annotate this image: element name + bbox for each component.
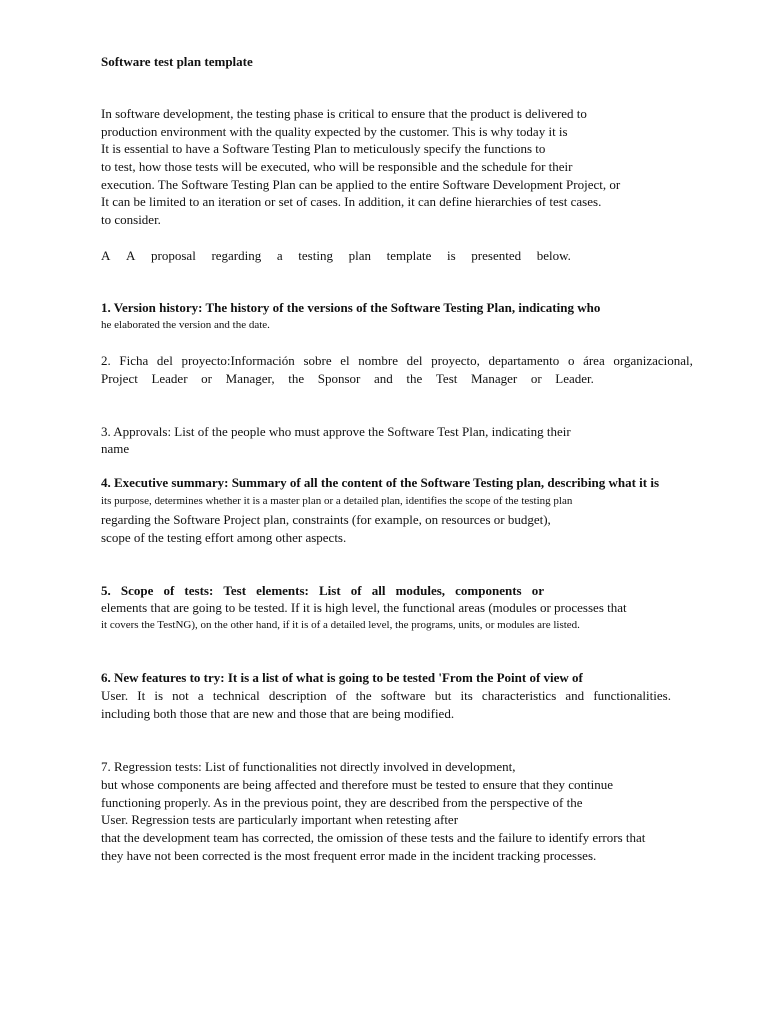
section-4-text: scope of the testing effort among other aspects.	[101, 530, 347, 545]
section-5-text: it covers the TestNG), on the other hand, if it is of a detailed level, the programs, units, or modules are listed.	[101, 619, 580, 631]
word: del	[406, 353, 423, 368]
section-2-line	[101, 352, 693, 369]
word: template	[386, 248, 432, 263]
word: the	[355, 688, 372, 703]
intro-line: to test, how those tests will be executed, who will be responsible and the schedule for their	[101, 159, 573, 174]
word: 5.	[101, 583, 111, 598]
word: Manager,	[225, 371, 275, 386]
word: regarding	[211, 248, 262, 263]
section-2-line	[101, 370, 594, 387]
word: its	[460, 688, 473, 703]
word: organizacional,	[613, 353, 693, 368]
word: Project	[101, 371, 138, 386]
intro-line: It is essential to have a Software Testing Plan to meticulously specify the functions to	[101, 141, 546, 156]
word: a	[276, 248, 283, 263]
section-7-line: functioning properly. As in the previous point, they are described from the perspective of the	[101, 795, 583, 810]
word: área	[583, 353, 605, 368]
section-7-line: they have not been corrected is the most frequent error made in the incident tracking processes.	[101, 848, 597, 863]
word: presented	[471, 248, 522, 263]
word: software	[380, 688, 426, 703]
word: User.	[101, 688, 129, 703]
word: nombre	[358, 353, 398, 368]
word: of	[335, 688, 347, 703]
word: It	[137, 688, 146, 703]
word: A	[101, 248, 111, 263]
word: and	[373, 371, 393, 386]
word: description	[268, 688, 327, 703]
word: or	[201, 371, 213, 386]
word: and	[565, 688, 585, 703]
section-5-text: elements that are going to be tested. If it is high level, the functional areas (modules or processes that	[101, 600, 627, 615]
word: plan	[348, 248, 371, 263]
word: not	[172, 688, 189, 703]
word: del	[156, 353, 173, 368]
word: Ficha	[119, 353, 149, 368]
section-3-line: 3. Approvals: List of the people who must approve the Software Test Plan, indicating their	[101, 424, 571, 439]
word: 2.	[101, 353, 111, 368]
word: Test	[435, 371, 458, 386]
word: all	[371, 583, 386, 598]
word: elements:	[256, 583, 309, 598]
section-7-line: 7. Regression tests: List of functionalities not directly involved in development,	[101, 759, 516, 774]
word: or	[530, 371, 542, 386]
section-6-heading: 6. New features to try: It is a list of what is going to be tested 'From the Point of view of	[101, 670, 583, 685]
intro-line: to consider.	[101, 212, 161, 227]
section-7-line: but whose components are being affected and therefore must be tested to ensure that they continue	[101, 777, 614, 792]
word: sobre	[303, 353, 332, 368]
section-5-heading	[101, 582, 544, 599]
word: functionalities.	[593, 688, 671, 703]
word: of	[350, 583, 362, 598]
word: List	[318, 583, 341, 598]
section-3-line: name	[101, 441, 130, 456]
word: o	[567, 353, 575, 368]
word: proposal	[151, 248, 196, 263]
word: Leader.	[555, 371, 594, 386]
intro-line: production environment with the quality expected by the customer. This is why today it is	[101, 124, 568, 139]
section-7-line: that the development team has corrected, the omission of these tests and the failure to identify errors that	[101, 830, 646, 845]
section-6-text: including both those that are new and those that are being modified.	[101, 706, 455, 721]
section-4-heading: 4. Executive summary: Summary of all the content of the Software Testing plan, describing what it is	[101, 475, 660, 490]
word: A	[126, 248, 136, 263]
word: Sponsor	[317, 371, 361, 386]
word: proyecto,	[431, 353, 480, 368]
word: technical	[212, 688, 260, 703]
document-title: Software test plan template	[101, 54, 253, 69]
section-4-text: regarding the Software Project plan, constraints (for example, on resources or budget),	[101, 512, 551, 527]
intro-line: In software development, the testing phase is critical to ensure that the product is delivered to	[101, 106, 587, 121]
word: or	[531, 583, 544, 598]
word: Test	[223, 583, 247, 598]
word: Scope	[120, 583, 154, 598]
word: but	[434, 688, 452, 703]
word: is	[154, 688, 163, 703]
word: is	[446, 248, 456, 263]
section-6-line	[101, 687, 671, 704]
section-4-text: its purpose, determines whether it is a master plan or a detailed plan, identifies the scope of the testing plan	[101, 495, 573, 507]
word: testing	[298, 248, 333, 263]
word: characteristics	[481, 688, 557, 703]
word: modules,	[395, 583, 446, 598]
word: the	[406, 371, 423, 386]
word: proyecto:Información	[181, 353, 295, 368]
word: components	[455, 583, 522, 598]
intro-line: execution. The Software Testing Plan can be applied to the entire Software Development Project, or	[101, 177, 621, 192]
intro-line: It can be limited to an iteration or set of cases. In addition, it can define hierarchies of test cases.	[101, 194, 602, 209]
word: el	[340, 353, 350, 368]
word: the	[288, 371, 305, 386]
section-7-line: User. Regression tests are particularly important when retesting after	[101, 812, 459, 827]
word: tests:	[184, 583, 214, 598]
word: of	[163, 583, 175, 598]
word: departamento	[488, 353, 560, 368]
word: Leader	[151, 371, 188, 386]
section-1-heading: 1. Version history: The history of the versions of the Software Testing Plan, indicating who	[101, 300, 601, 315]
word: below.	[536, 248, 571, 263]
word: Manager	[471, 371, 518, 386]
proposal-line	[101, 247, 571, 264]
word: a	[197, 688, 204, 703]
section-1-text: he elaborated the version and the date.	[101, 319, 270, 331]
